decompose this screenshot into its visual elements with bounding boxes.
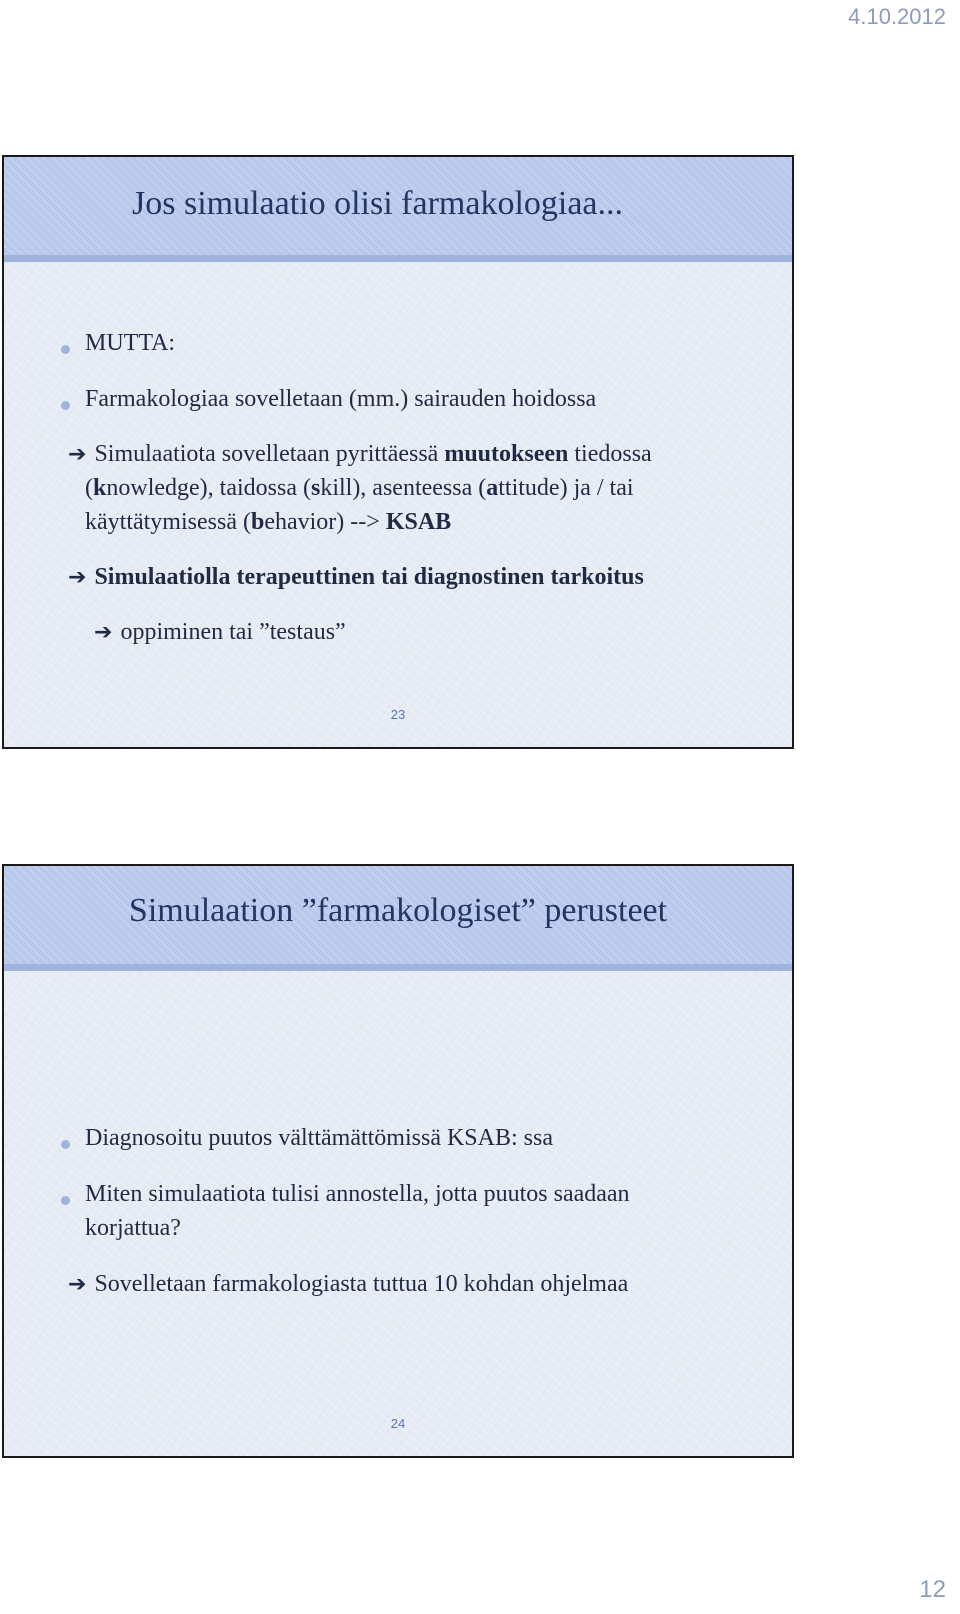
right-arrow-icon: ➔ — [68, 565, 87, 590]
right-arrow-icon: ➔ — [68, 1272, 87, 1297]
slide-number: 24 — [390, 1416, 406, 1431]
slide-body — [4, 866, 792, 1456]
bullet-text: Miten simulaatiota tulisi annostella, jotta puutos saadaan — [85, 1181, 630, 1207]
arrow-line-cont: (knowledge), taidossa (skill), asenteessa (attitude) ja / tai — [85, 475, 634, 501]
bullet-dot — [61, 345, 70, 354]
slide-body — [4, 157, 792, 747]
arrow-line-cont: käyttätymisessä (behavior) --> KSAB — [85, 509, 452, 535]
page-number: 12 — [919, 1576, 946, 1603]
bullet-text-cont: korjattua? — [85, 1215, 181, 1241]
bullet-text: MUTTA: — [85, 330, 176, 356]
bullet-dot — [61, 401, 70, 410]
slide-title: Jos simulaatio olisi farmakologiaa... — [132, 185, 624, 222]
bullet-text: Farmakologiaa sovelletaan (mm.) sairauden hoidossa — [85, 386, 597, 412]
arrow-line: ➔ oppiminen tai ”testaus” — [94, 619, 346, 645]
slide-24 — [2, 864, 794, 1458]
bullet-text: Diagnosoitu puutos välttämättömissä KSAB: ssa — [85, 1125, 553, 1151]
page-date: 4.10.2012 — [848, 4, 946, 29]
right-arrow-icon: ➔ — [68, 442, 87, 467]
slide-title: Simulaation ”farmakologiset” perusteet — [128, 892, 668, 929]
bullet-dot — [61, 1140, 70, 1149]
arrow-line: ➔ Sovelletaan farmakologiasta tuttua 10 kohdan ohjelmaa — [68, 1271, 629, 1297]
arrow-line: ➔ Simulaatiolla terapeuttinen tai diagnostinen tarkoitus — [68, 564, 644, 590]
bullet-dot — [61, 1196, 70, 1205]
slide-23 — [2, 155, 794, 749]
right-arrow-icon: ➔ — [94, 620, 113, 645]
arrow-line: ➔ Simulaatiota sovelletaan pyrittäessä muutokseen tiedossa — [68, 441, 652, 467]
slide-number: 23 — [390, 707, 406, 722]
